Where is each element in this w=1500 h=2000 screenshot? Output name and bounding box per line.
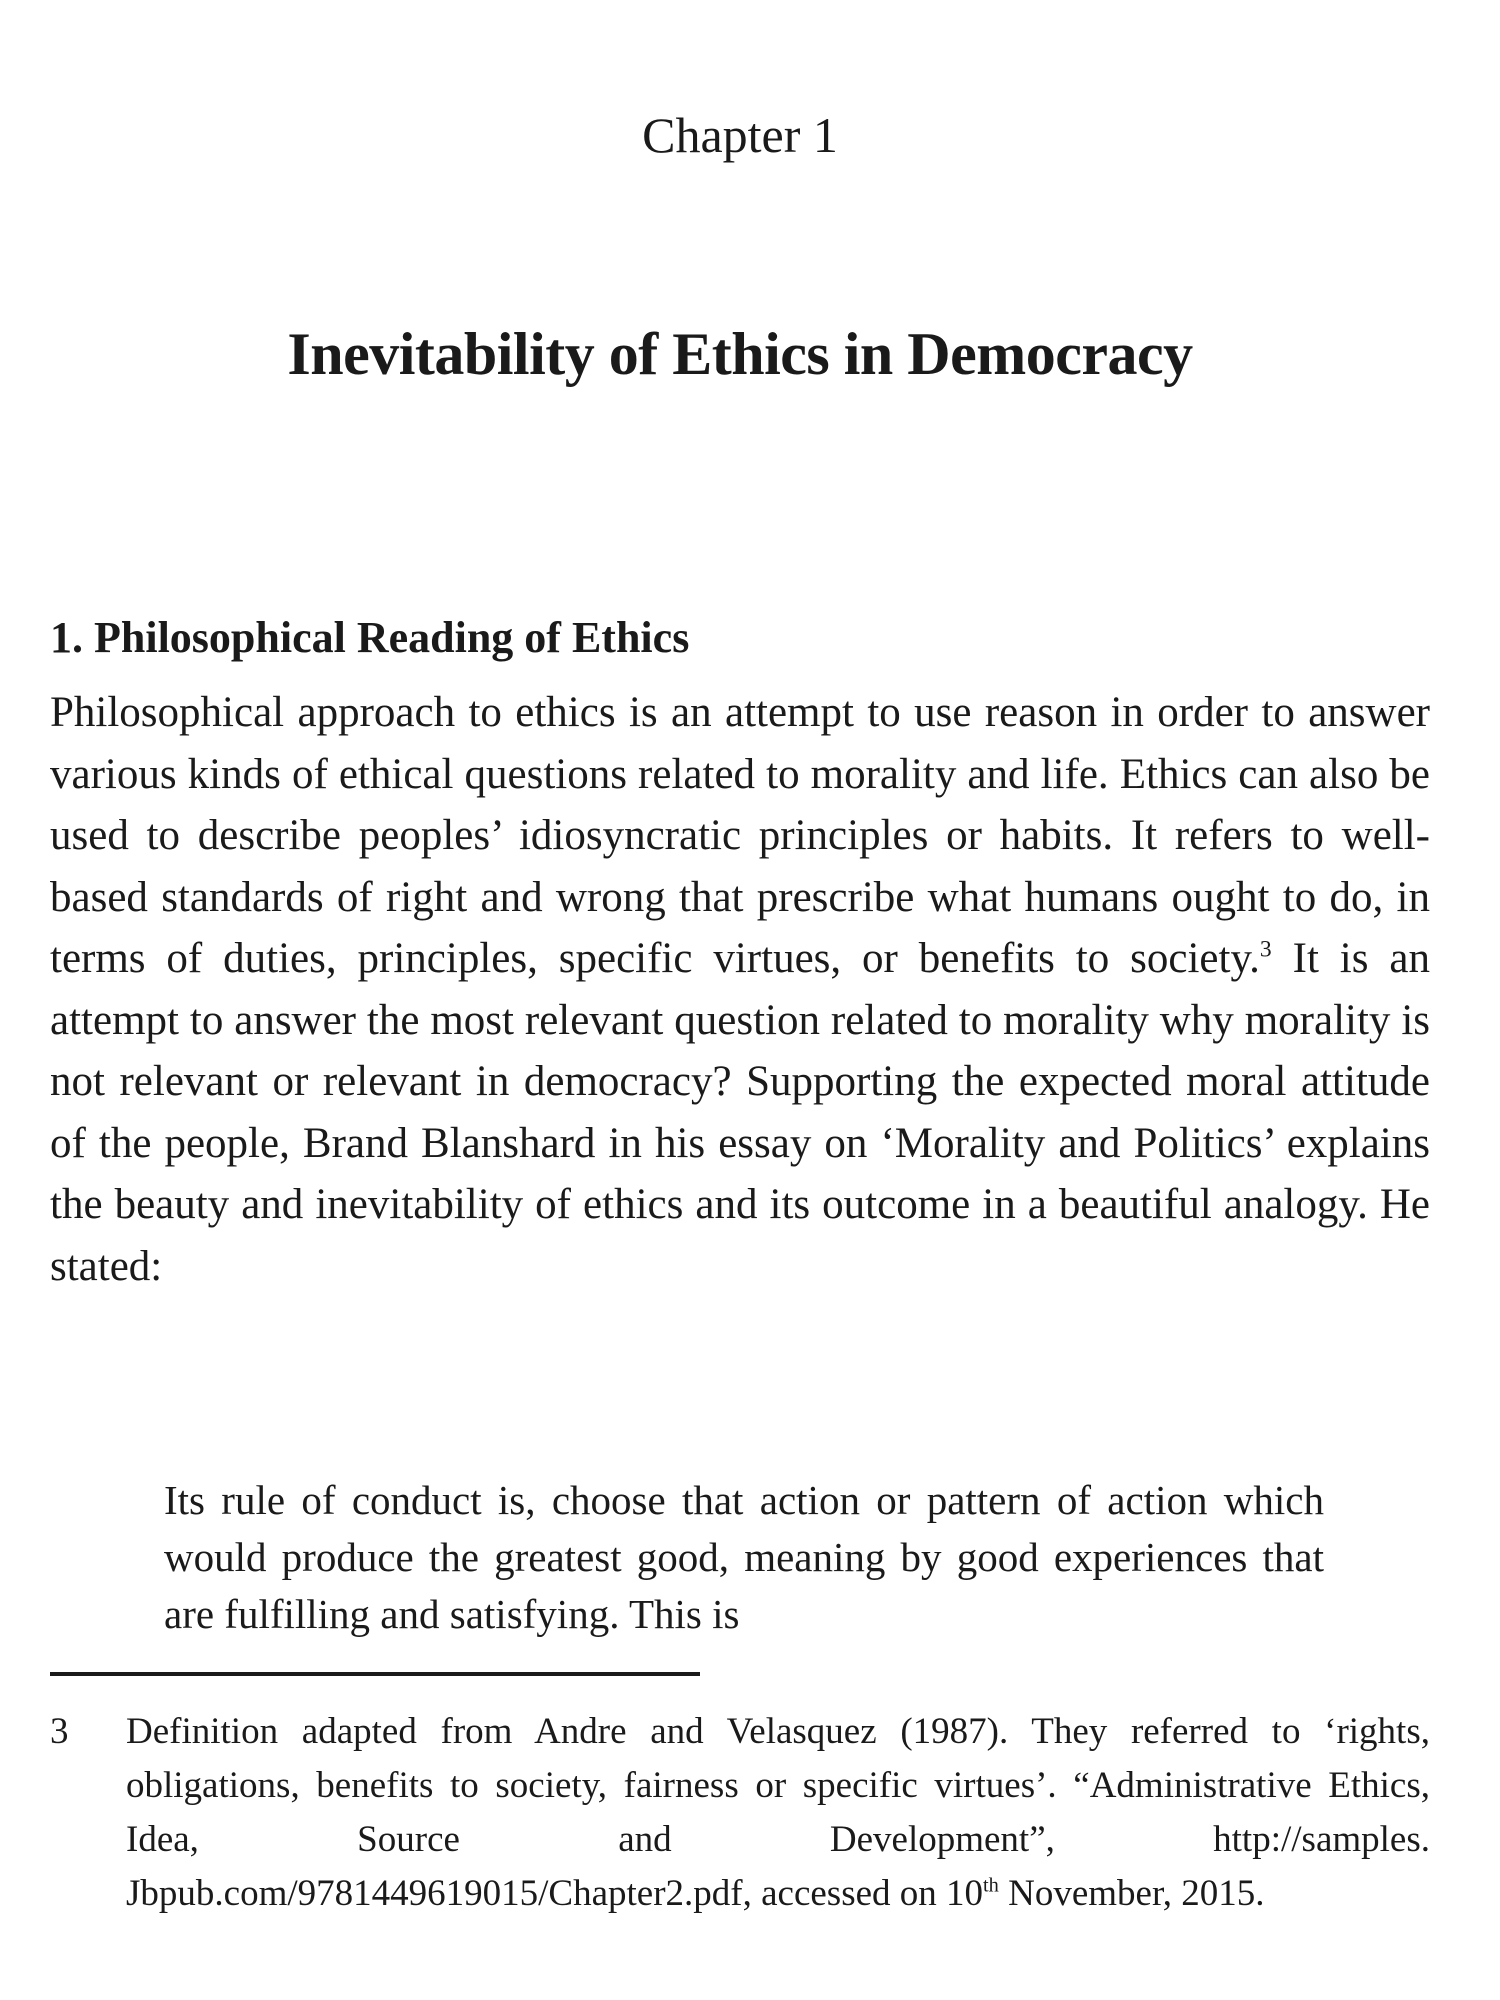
body-paragraph-part2: It is an attempt to answer the most relevant question related to morality why morality is not relevant or relevant in democracy? Supporting the expected moral attitude of the people, Brand Blanshard in his essay on ‘Morality and Politics’ explains the beauty and inevitability of ethics and its outcome in a beautiful analogy. He stated: — [50, 935, 1430, 1290]
body-paragraph-part1: Philosophical approach to ethics is an attempt to use reason in order to answer various kinds of ethical questions related to morality and life. Ethics can also be used to describe peoples’ idiosyncratic principles or habits. It refers to well-based standards of right and wrong that prescribe what humans ought to do, in terms of duties, principles, specific virtues, or benefits to society. — [50, 689, 1430, 982]
body-paragraph — [50, 682, 1430, 1297]
footnote-text — [126, 1705, 1430, 1921]
chapter-label: Chapter 1 — [642, 107, 838, 163]
footnote-text-part1: Definition adapted from Andre and Velasquez (1987). They referred to ‘rights, obligations, benefits to society, fairness or specific virtues’. “Administrative Ethics, Idea, Source and Development”, http://samples. Jbpub.com/9781449619015/Chapter2.pdf, accessed on 10 — [126, 1711, 1430, 1914]
footnote-divider — [50, 1672, 700, 1676]
section-heading: 1. Philosophical Reading of Ethics — [50, 613, 690, 662]
footnote-number: 3 — [50, 1711, 69, 1752]
footnote — [50, 1705, 1430, 1921]
footnote-reference[interactable]: 3 — [1259, 936, 1272, 963]
footnote-text-part2: November, 2015. — [998, 1873, 1265, 1914]
footnote-superscript: th — [983, 1874, 999, 1897]
chapter-title: Inevitability of Ethics in Democracy — [287, 321, 1193, 387]
block-quote: Its rule of conduct is, choose that action or pattern of action which would produce the greatest good, meaning by good experiences that are fulfilling and satisfying. This is — [164, 1477, 1324, 1637]
